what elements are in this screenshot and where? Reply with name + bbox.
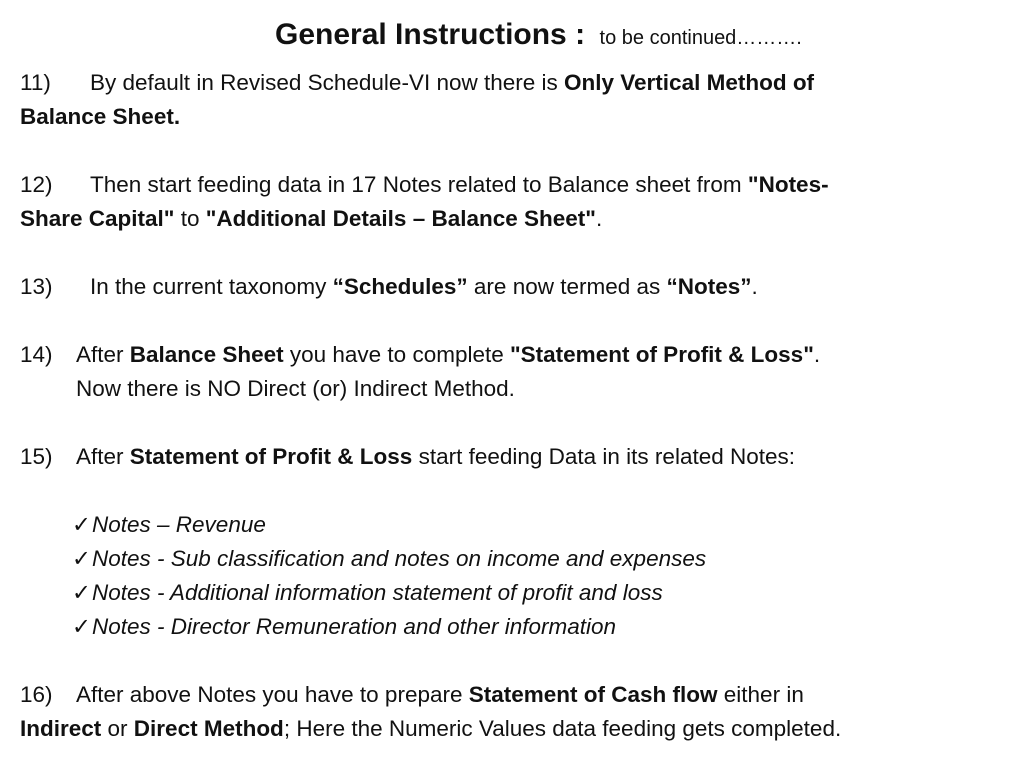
- item-text: After: [76, 342, 130, 367]
- instruction-14: [20, 338, 1005, 406]
- item-number: 14): [20, 342, 53, 367]
- item-text: or: [101, 716, 134, 741]
- item-text: you have to complete: [283, 342, 510, 367]
- list-item: [72, 610, 1005, 644]
- item-text: to: [174, 206, 206, 231]
- instructions-body: [20, 66, 1005, 746]
- item-text: By default in Revised Schedule-VI now there is: [90, 70, 565, 95]
- list-item: [72, 542, 1005, 576]
- instruction-12: [20, 168, 1005, 236]
- item-text: Then start feeding data in 17 Notes related to Balance sheet from: [90, 172, 748, 197]
- item-text: After above Notes you have to prepare: [76, 682, 469, 707]
- instruction-13: [20, 270, 1005, 304]
- item-bold-text: Statement of Profit & Loss: [129, 444, 413, 469]
- item-bold-text: Statement of Cash flow: [468, 682, 718, 707]
- list-item-label: Notes - Additional information statement of profit and loss: [92, 580, 663, 605]
- item-bold-text: Only Vertical Method of: [564, 70, 815, 95]
- item-bold-text: Balance Sheet.: [20, 104, 181, 129]
- instruction-11: [20, 66, 1005, 134]
- checkmark-icon: ✓: [72, 512, 91, 537]
- item-text: After: [76, 444, 130, 469]
- item-bold-text: Direct Method: [133, 716, 284, 741]
- list-item-label: Notes - Director Remuneration and other information: [92, 614, 616, 639]
- item-bold-text: Balance Sheet: [129, 342, 284, 367]
- item-text: .: [751, 274, 758, 299]
- item-bold-text: “Schedules”: [332, 274, 468, 299]
- checkmark-icon: ✓: [72, 580, 91, 605]
- checkmark-icon: ✓: [72, 614, 91, 639]
- item-text: Now there is NO Direct (or) Indirect Method.: [76, 376, 515, 401]
- header: [275, 18, 802, 52]
- instruction-16: [20, 678, 1005, 746]
- instruction-15: [20, 440, 1005, 474]
- item-bold-text: "Additional Details – Balance Sheet": [205, 206, 596, 231]
- list-item: [72, 508, 1005, 542]
- page-subtitle: to be continued……….: [599, 27, 802, 49]
- item-text: .: [595, 206, 603, 231]
- item-number: 15): [20, 444, 53, 469]
- item-bold-text: "Statement of Profit & Loss": [510, 342, 814, 367]
- notes-checklist: [20, 508, 1005, 644]
- checkmark-icon: ✓: [72, 546, 91, 571]
- list-item: [72, 576, 1005, 610]
- list-item-label: Notes – Revenue: [92, 512, 266, 537]
- item-text: In the current taxonomy: [90, 274, 333, 299]
- item-number: 12): [20, 172, 53, 197]
- page-title: General Instructions :: [275, 18, 586, 51]
- item-text: .: [813, 342, 821, 367]
- item-bold-text: Indirect: [20, 716, 102, 741]
- item-number: 16): [20, 682, 53, 707]
- item-text: are now termed as: [467, 274, 667, 299]
- item-bold-text: Share Capital": [20, 206, 175, 231]
- item-number: 13): [20, 274, 53, 299]
- item-number: 11): [20, 70, 51, 95]
- item-text: start feeding Data in its related Notes:: [412, 444, 796, 469]
- list-item-label: Notes - Sub classification and notes on income and expenses: [92, 546, 707, 571]
- item-text: ; Here the Numeric Values data feeding gets completed.: [283, 716, 842, 741]
- item-bold-text: “Notes”: [666, 274, 752, 299]
- item-text: either in: [717, 682, 804, 707]
- item-bold-text: "Notes-: [747, 172, 829, 197]
